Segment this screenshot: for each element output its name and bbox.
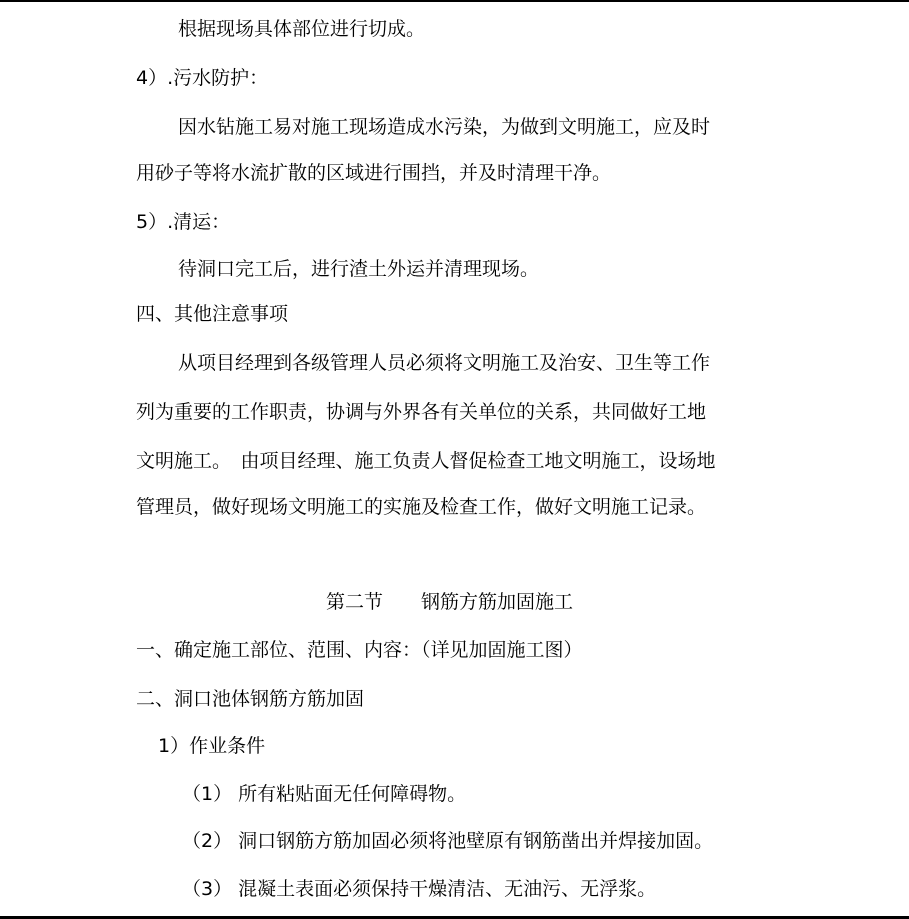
paragraph-line: 待洞口完工后，进行渣土外运并清理现场。 [178, 258, 540, 280]
paragraph-line: 用砂子等将水流扩散的区域进行围挡，并及时清理干净。 [136, 162, 612, 184]
chapter-title: 第二节 钢筋方筋加固施工 [326, 591, 574, 613]
paragraph-line: 管理员，做好现场文明施工的实施及检查工作，做好文明施工记录。 [136, 496, 707, 518]
paragraph-line: 根据现场具体部位进行切成。 [178, 18, 426, 40]
list-heading: 5）.清运： [136, 211, 231, 233]
section-heading: 一、确定施工部位、范围、内容：（详见加固施工图） [136, 639, 583, 661]
top-border [0, 0, 909, 2]
paragraph-line: 文明施工。 由项目经理、施工负责人督促检查工地文明施工，设场地 [136, 450, 716, 472]
subsection-heading: 1）作业条件 [158, 735, 266, 757]
paragraph-line: 从项目经理到各级管理人员必须将文明施工及治安、卫生等工作 [178, 352, 711, 374]
paragraph-line: 因水钻施工易对施工现场造成水污染，为做到文明施工，应及时 [178, 116, 711, 138]
section-heading: 二、洞口池体钢筋方筋加固 [136, 688, 365, 710]
section-heading: 四、其他注意事项 [136, 303, 289, 325]
list-heading: 4）.污水防护： [136, 67, 269, 89]
paragraph-line: 列为重要的工作职责，协调与外界各有关单位的关系，共同做好工地 [136, 401, 707, 423]
list-item: （2） 洞口钢筋方筋加固必须将池壁原有钢筋凿出并焊接加固。 [182, 830, 714, 852]
list-item: （1） 所有粘贴面无任何障碍物。 [182, 783, 467, 805]
list-item: （3） 混凝土表面必须保持干燥清洁、无油污、无浮浆。 [182, 878, 657, 900]
